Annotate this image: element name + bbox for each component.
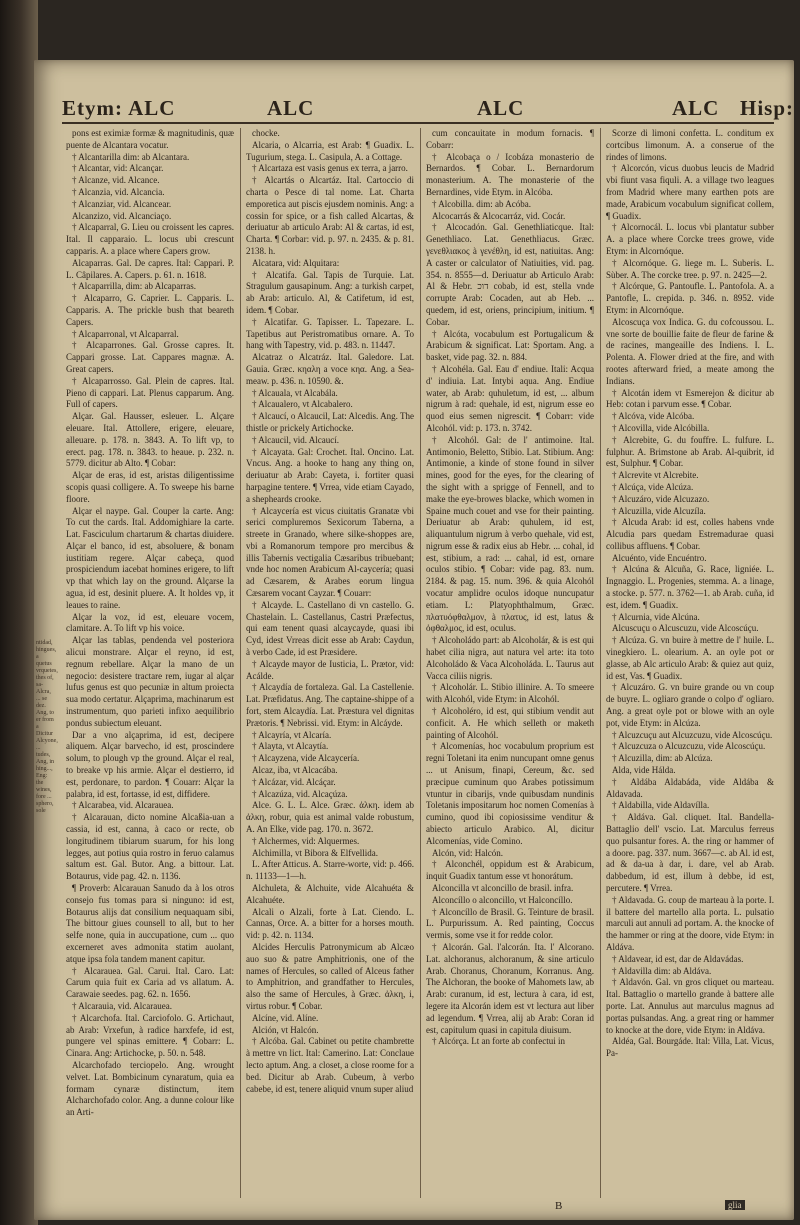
dictionary-entry: † Alcarauia, vid. Alcarauea. (72, 1000, 172, 1011)
dictionary-entry: Alconcíllo o alconcillo, vt Halconcíllo. (432, 894, 573, 905)
dictionary-entry: † Alcurnia, vide Alcúna. (612, 611, 700, 622)
dictionary-entry: † Alcóva, vide Alcóba. (612, 411, 695, 422)
header-rule (62, 122, 774, 124)
dictionary-entry: † Alcóba. Gal. Cabinet ou petite chambrette à mettre vn lict. Ital: Camerino. Lat: Conclaue lecto aptum. Ang. a closet, a close roome for a bed. Dicitur ab Arab. Cubeum, à verbo cabebe, id est, tenere aliquid vnum super aliud (246, 1036, 414, 1094)
dictionary-entry: † Alcobilla. dim: ab Acóba. (432, 198, 531, 209)
dictionary-entry: † Alcaparral, G. Lieu ou croissent les capres. Ital. Il capparaio. L. locus ubi crescunt capparis. A. a place where Capers grow. (66, 222, 234, 256)
text-column-3 (426, 128, 594, 1203)
dictionary-entry: † Alcovilla, vide Alcóbilla. (612, 422, 710, 433)
dictionary-entry: † Alcanziar, vid. Alcancear. (72, 198, 172, 209)
dictionary-entry: † Alcuzáro. G. vn buire grande ou vn coup de buyre. L. ogliaro grande o colpo d' ogliaro. Ang. a great oyle pot or blowe with an oyle pot, vide Etym: in Alcúza. (606, 682, 774, 728)
dictionary-entry: † Alcuzcuçu aut Alcuzcuzu, vide Alcoscúçu. (612, 729, 773, 740)
dictionary-entry: † Alcayzena, vide Alcaycería. (252, 753, 360, 764)
dictionary-entry: † Alcayde. L. Castellano di vn castello. G. Chastelain. L. Castellanus, Castri Præfectus, qui eam tenent quasi alcaycayde, quasi ibi Cyd, idest Vrreas dicit esse ab Arab: Caydun, à verbo Cade, id est Præsidere. (246, 599, 414, 658)
dictionary-entry: † Alcornóque. G. liege m. L. Suberis. L. Sùber. A. The corcke tree. p. 97. n. 2425—2. (606, 257, 774, 280)
header-center-left: ALC (267, 96, 315, 120)
dictionary-entry: Alcali o Alzali, forte à Lat. Ciendo. L. Cannas, Orce. A. a bitter for a horses mouth. vid: p. 42. n. 1134. (246, 906, 414, 941)
dictionary-entry: † Alcatifa. Gal. Tapis de Turquie. Lat. Stragulum gausapinum. Ang: a turkish carpet, ab Arab: articulo. Al, & Catifetum, id est, idem. ¶ Cobar. (246, 269, 414, 315)
column-divider (240, 128, 241, 1198)
dictionary-entry: † Alcórque, G. Pantoufle. L. Pantofola. A. a Pantofle, L. crepida. p. 346. n. 8952. vide Etym: in Alcornóque. (606, 281, 774, 315)
dictionary-entry: † Alcayata. Gal: Crochet. Ital. Oncino. Lat. Vncus. Ang. a hooke to hang any thing on, deriuatur ab Arab: Cayeta, i. fortiter quasi harpagine tentere. ¶ Vrrea, vide etiam Cayado, a shepheards crooke. (246, 446, 414, 504)
dictionary-entry: Alcuénto, vide Encuéntro. (612, 552, 707, 563)
dictionary-entry: Aldéa, Gal. Bourgáde. Ital: Villa, Lat. Vicus, Pa- (606, 1036, 774, 1059)
dictionary-entry: ¶ Proverb: Alcarauan Sanudo da à los otros consejo fus tomas para si ninguno: id est, Botaurus alijs dat consilium nequaquam sibi, The bittour giues counsell to all, but to her selfe none, quia in auccupatione, cum ... quo excerneret aves admonita statim auolant, atque ipsa fola tandem manent capitur. (66, 883, 234, 964)
dictionary-entry: Alcuscuçu o Alcuscuzu, vide Alcoscúçu. (612, 623, 759, 634)
dictionary-entry: † Alcohéla. Gal. Eau d' endiue. Itali: Acqua d' indiuia. Lat. Intybi aqua. Ang. Endiue water, ab Arab: quhuletum, id est, ... album nigrum à rad: quehale, id est, nigrum esse eo quod eius semen nigrescit. ¶ Cobarr: vide Alcohól. vid: p. 173. n. 3742. (426, 363, 594, 433)
header-right-note: Hisp: (740, 96, 795, 120)
dictionary-entry: † Alcoholár. L. Stibio illinire. A. To smeere with Alcohól, vide Etym: in Alcohól. (426, 682, 594, 705)
dictionary-entry: † Alayta, vt Alcaytía. (252, 741, 329, 752)
dictionary-entry: Alchimilla, vt Bibora & Elfvellida. (252, 847, 378, 858)
dictionary-entry: Scorze di limoni confetta. L. conditum ex cortcibus limonum. A. a conserue of the rindes of limons. (606, 128, 774, 162)
dictionary-entry: pons est eximiæ formæ & magnitudinis, quæ puente de Alcantara vocatur. (66, 128, 234, 150)
left-margin-fragments: ntidad, hingues, a quetus vrquetes, thes of, sa-Alcra, ... se dez. Ang, to er from a Dicitur Alcyone, ... tudes, Ang, in hing..., Eng: the wines, fore ... sphero, sole (36, 640, 58, 814)
dictionary-entry: Alçar. Gal. Hausser, esleuer. L. Alçare eleuare. Ital. Attollere, erigere, eleuare, alleuare. p. 178. n. 3843. A. To lift vp, to erect. pag. 178. n. 3843. to heaue. p. 232. n. 5779. dicitur ab Alto. ¶ Cobar: (66, 411, 234, 469)
dictionary-entry: † Alcayde mayor de Iusticia, L. Prætor, vid: Acálde. (246, 658, 414, 681)
dictionary-entry: † Alcarauea. Gal. Carui. Ital. Caro. Lat: Carum quia fuit ex Caria ad vs allatum. A. Carawaie seedes. pag. 62. n. 1656. (66, 965, 234, 1000)
dictionary-entry: † Alcázar, vid. Alcáçar. (252, 776, 336, 787)
dictionary-entry: † Aldavada. G. coup de marteau à la porte. I. il battere del martello alla porta. L. pulsatio marculi aut annuli ad portam. A. the knocke of the hammer or ring at the doore, vide Etym: in Aldáva. (606, 894, 774, 952)
dictionary-entry: Alda, vide Hálda. (612, 765, 676, 776)
dictionary-entry: Alçar la voz, id est, eleuare vocem, clamitare. A. To lift vp his voice. (66, 611, 234, 634)
dictionary-entry: Alcaz, iba, vt Alcacába. (252, 765, 338, 776)
dictionary-entry: † Alcohól. Gal: de l' antimoine. Ital. Antimonio, Beletto, Stibio. Lat. Stibium. Ang: Antimonie, a kinde of stone found in silver mines, good for the eyes, for the clearing of the sight with a sprigge of Fennell, and to make the eye-browes blacke, which women in Spaine much couet and vse for their painting. Deriuatur ab Arab: quhulem, id est, aliquantulum nigrum à verbo quehale, vid est, nigrum esse & radix eius ab Hebr. ... cohal, id est, stibium, a rad: ... cahal, id est, ornare oculos stibio. ¶ Cobar: vide pag. 83. num. 2184. & pag. 15. num. 396. & quia Alcohól vocatur amplidre oculos idoque nuncupatur etiam. L: Platyophthalmum, Græc. πλατυόφθαλμον, à πλατυς, id est, latus & ὀφθαλμος, id est, oculus. (426, 434, 594, 634)
dictionary-entry: † Aldáva. Gal. cliquet. Ital. Bandella-Battaglio dell' vscio. Lat. Marculus ferreus quo pulsantur fores. A. the ring or hammer of a doore. pag. 337. num. 3667—c. ab Al. id est, ad & da-ua à dar, i. dare, vel ab Arab. dabbedum, id est, illum à debbe, id est, percutere. ¶ Vrrea. (606, 812, 774, 893)
dictionary-entry: † Alcomenías, hoc vocabulum proprium est regni Toletani ita enim nuncupant omne genus ... ut Anisum, finapi, Cereum, &c. sed præcipue cuminum quo Arabes potissimum vtuntur in cibarijs, vnde quibusdam nundinis Toletanis impositarum hoc nomen Comenías à cumino, quod ibi copiosissime venditur & abiecto articulo Arabico. Al, dicitur Alcomenías, vide Comino. (426, 741, 594, 846)
dictionary-entry: † Alcarauan, dicto nomine Alcaßia-uan a cassia, id est, canna, à caco or recte, ob longitudinem tibiarum suarum, for his long legges, aut potius quia rostro in feruo calamus saltum est. Gal. Butor. Ang. a bittour. Lat. Botaurus, vide pag. 42. n. 1136. (66, 812, 234, 882)
dictionary-entry: † Alcrevite vt Alcrebite. (612, 470, 699, 481)
dictionary-entry: † Alcúza. G. vn buire à mettre de l' huile. L. vinegkiero. L. olearium. A. an oyle pot or glasse, ab Alc articulo Arab: & quiez aut quiz, id est, Vas. ¶ Guadix. (606, 635, 774, 681)
dictionary-entry: † Alcuzilla, dim: ab Alcúza. (612, 753, 713, 764)
dictionary-entry: Alcocarrás & Alcocarráz, vid. Cocár. (432, 210, 566, 221)
dictionary-entry: Alcides Herculis Patronymicum ab Alcæo auo suo & patre Amphitrionis, one of the names of Hercules, so called of Alceus father to Amphitrion, and grandfather to Hercules, also the same of Hercules, à Græc. ἀλκη, i, virtus robur. ¶ Cobar. (246, 941, 414, 1011)
dictionary-entry: cum concauitate in modum fornacis. ¶ Cobarr: (426, 128, 594, 150)
dictionary-entry: Alcarchofado terciopelo. Ang. wrought velvet. Lat. Bombicinum cynaratum, quia ea formam cynaræ distinctum, item Alcharchofado color. Ang. a dunne colour like an Arti- (66, 1059, 234, 1118)
dictionary-entry: † Alcoholéro, id est, qui stibium vendit aut conficit. A. He which selleth or maketh painting of Alcohól. (426, 706, 594, 740)
dictionary-entry: † Alcaydía de fortaleza. Gal. La Castellenie. Lat. Præfidatus. Ang. The captaine-shippe of a fort, stem Alcaydía. Lat. Præstura vel dignitas Prætoris. ¶ Nebrissi. vid. Etym: in Alcáyde. (246, 682, 414, 728)
dictionary-entry: † Alcorán. Gal. l'alcorán. Ita. l' Alcorano. Lat. alchoranus, alchoranum, & sine articulo Arab. Choranus, Choranum, Korranus. Ang. The Alchoran, the booke of Mahomets law, ab Arab: curanum, id est, lectura à cara, id est, legere ita Alcorán idem est vt lectura aut liber ad legendum. ¶ Vrrea, alij ab Arab: Coran id est, capitulum quasi in capitula diuisum. (426, 941, 594, 1035)
dictionary-entry: † Alcantarilla dim: ab Alcantara. (72, 151, 190, 162)
dictionary-entry: † Alconchél, oppidum est & Arabicum, inquit Guadix tantum esse vt honorátum. (426, 859, 594, 882)
dictionary-entry: † Aldavón. Gal. vn gros cliquet ou marteau. Ital. Battaglio o martello grande à battere alle porte. Lat. Annulus aut marculus magnus ad portas pulsandas. Ang. a great ring or hammer to knocke at the dore, vide Etym: in Aldáva. (606, 977, 774, 1035)
dictionary-entry: † Alcuda Arab: id est, colles habens vnde Alcudia pars quedam Estremadurae quasi collibus affluens. ¶ Cobar. (606, 517, 774, 551)
dictionary-entry: † Alcaucil, vid. Alcaucí. (252, 434, 339, 445)
dictionary-entry: Alçar las tablas, pendenda vel posteriora alicui monstrare. Alçar el reyno, id est, regnum rebellare. Alçar la mano de un negocio: desistere tractare rem, iugar al alçar lufus genus est quo pecuniæ in altum proiecta sua modo certatur. Alçaprima, machinarum est instrumentum, quo parieti infixo aequilibrio pondus subiectum eleuant. (66, 635, 234, 728)
text-column-2 (246, 128, 414, 1203)
dictionary-entry: † Alcanze, vid. Alcance. (72, 175, 160, 186)
dictionary-entry: † Alcórça. Lt an forte ab confectui in (432, 1036, 565, 1047)
dictionary-entry: Alción, vt Halcón. (252, 1024, 319, 1035)
dictionary-entry: † Alconcíllo de Brasil. G. Teinture de brasil. L. Purpurissum. A. Red painting, Coccus vermis, some vse it for redde color. (426, 906, 594, 941)
dictionary-entry: † Alcuzcuza o Alcuzcuzu, vide Alcoscúçu. (612, 741, 766, 752)
dictionary-entry: † Alcanzia, vid. Alcancia. (72, 186, 165, 197)
dictionary-entry: † Alcaycería est vicus ciuitatis Granatæ vbi serici compluremos Sexicorum Taberna, a streete in Granado, where silke-shoppes are, vbi a Romanorum tempore pro mercibus & illis Tabernis vectigalia Cæsaribus tribuebant; vnde hoc nomen Arabicum Al-caycería; quasi ad Cæsarem, & Arabes eorum lingua Cæsarem vocant Cayzar. ¶ Couarr: (246, 505, 414, 599)
dictionary-entry: † Alcorcón, vicus duobus leucis de Madrid vbi fiunt vasa fiquli. A. a village two leagues from Madrid where many earthen pots are made, Arabicum vocabulum significat collem, ¶ Guadix. (606, 163, 774, 221)
dictionary-entry: † Alcoholádo part: ab Alcoholár, & is est qui habet cilia nigra, aut natura vel arte: ita toto Alcoholádo & Vaca Alcoholáda. L. Taurus aut Vacca ciliis nigris. (426, 635, 594, 681)
dictionary-entry: † Alcrebite, G. du fouffre. L. fulfure. L. fulphur. A. Brimstone ab Arab. Al-quibrit, id est, Sulphur. ¶ Cobar. (606, 434, 774, 469)
dictionary-entry: † Alcóta, vocabulum est Portugalicum & Arabicum & significat. Lat: Sportam. Ang. a basket, vide pag. 32. n. 884. (426, 328, 594, 363)
dictionary-entry: † Alcaualero, vt Alcabalero. (252, 399, 353, 410)
dictionary-entry: Alcatara, vid: Alquitara: (252, 257, 340, 268)
dictionary-entry: † Alcuzilla, vide Alcuzíla. (612, 505, 706, 516)
dictionary-entry: † Alcaparronal, vt Alcaparral. (72, 328, 179, 339)
dictionary-entry: † Alcaparrones. Gal. Grosse capres. It. Cappari grosse. Lat. Cappares magnæ. A. Great capers. (66, 340, 234, 374)
dictionary-entry: Alcoscuça vox Indica. G. du cofcoussou. L. vne sorte de bouillie faite de fleur de farine & de racines, mangeaille des Indiens. I. L. Polenta. A. Flower dried at the fire, and with rootes afterward fried, a meate among the Indians. (606, 316, 774, 386)
signature-mark: B (555, 1200, 563, 1212)
dictionary-entry: † Alcaucí, o Alcaucil, Lat: Alcedis. Ang. The thistle or prickely Artichocke. (246, 411, 414, 433)
dictionary-entry: Alchuleta, & Alchuite, vide Alcahuéta & Alcahuéte. (246, 883, 414, 905)
column-divider (420, 128, 421, 1198)
dictionary-entry: † Alchermes, vid: Alquermes. (252, 835, 360, 846)
dictionary-entry: † Alcaparrosso. Gal. Plein de capres. Ital. Pieno di cappari. Lat. Plenus capparum. Ang. Full of capers. (66, 375, 234, 410)
dictionary-entry: † Alcauala, vt Alcabála. (252, 387, 338, 398)
dictionary-entry: † Alcotán idem vt Esmerejon & dicitur ab Heb: cotan i parvum esse. ¶ Cobar. (606, 387, 774, 410)
running-header (62, 96, 795, 122)
dictionary-entry: † Alcocadón. Gal. Genethliaticque. Ital: Genethliaco. Lat. Genethliacus. Græc. γενεθλιακος à γενέθλη, id est, natiuitas. Ang: A caster or calculator of Natiuities, vid. pag. 354. n. 8555—d. Deriuatur ab Articulo Arab: Al & Hebr. דוכ cobab, id est, stella vnde corrupte Arab: Cocaden, aut ab Heb. ... quedem, id est, oriens, principium, initium. ¶ Cobar. (426, 222, 594, 327)
dictionary-entry: † Alcaparrilla, dim: ab Alcaparras. (72, 281, 196, 292)
header-center-right: ALC (477, 96, 525, 120)
dictionary-entry: † Alcatifar. G. Tapisser. L. Tapezare. L. Tapetibus aut Peristromatibus ornare. A. To hang with Tapestry, vid. p. 483. n. 11447. (246, 316, 414, 351)
dictionary-entry: Alce. G. L. L. Alce. Græc. ἀλκη. idem ab ἀλκη, robur, quia est animal valde robustum, A. An Elke, vide pag. 170. n. 3672. (246, 800, 414, 835)
dictionary-entry: Alcón, vid: Halcón. (432, 847, 503, 858)
dictionary-entry: † Aldavear, id est, dar de Aldavádas. (612, 953, 744, 964)
dictionary-entry: † Alcuzáro, vide Alcuzazo. (612, 493, 710, 504)
dictionary-entry: Alcaparras. Gal. De capres. Ital: Cappari. P. L. Câpilares. A. Capers. p. 61. n. 1618. (66, 257, 234, 280)
dictionary-entry: † Alcornocál. L. locus vbi plantatur subber A. a place where Corcke trees growe, vide Etym: in Alcornóque. (606, 222, 774, 256)
catchword: glia (725, 1200, 745, 1210)
dictionary-entry: Dar a vno alçaprima, id est, decipere aliquem. Alçar barvecho, id est, proscindere solum, to plough vp the ground. Alçar el real, to breake vp his armie. Alçar el destierro, id est, perdonare, to pardon. ¶ Couarr: Alçar la palabra, id est, fortasse, id est, diffidere. (66, 729, 234, 799)
dictionary-entry: chocke. (252, 128, 280, 138)
dictionary-entry: † Alcayría, vt Alcaría. (252, 729, 332, 740)
column-divider (600, 128, 601, 1198)
dictionary-entry: Alcíne, vid. Alíne. (252, 1012, 319, 1023)
dictionary-entry: L. After Atticus. A. Starre-worte, vid: p. 466. n. 11133—1—h. (246, 859, 414, 882)
dictionary-entry: † Alcartaza est vasis genus ex terra, a jarro. (252, 163, 408, 174)
dictionary-entry: † Alcartás o Alcartáz. Ital. Cartoccio di charta o Pesce di tal nome. Lat. Charta emporetica aut piscis ejusdem nominis. Ang: a cossin for spice, or a fish called Alcartas, & deriuatur ab articulo Arab: Al & cartas, id est, Charta. ¶ Corbar: vid. p. 97. n. 2435. & p. 81. 2138. h. (246, 175, 414, 256)
dictionary-entry: † Alcarchofa. Ital. Carciofolo. G. Artichaut, ab Arab: Vrxefun, à radice harxfefe, id est, pungere vel spinas emittere. ¶ Cobarr: L. Cinara. Ang: Artichocke, p. 50. n. 548. (66, 1012, 234, 1059)
dictionary-entry: Alçar de eras, id est, aristas diligentissime scopis quasi colligere. A. To sweepe his barne floore. (66, 470, 234, 504)
dictionary-entry: † Alcazúza, vid. Alcaçúza. (252, 788, 348, 799)
dictionary-entry: † Alcúça, vide Alcúza. (612, 481, 694, 492)
dictionary-entry: Alçar el naype. Gal. Couper la carte. Ang: To cut the cards. Ital. Addomighiare la carte. Lat. Fasciculum chartarum & chartas diuidere. Alçar el banco, id est, absoluere, & bonam iustitiam regere. Alçar cabeça, quod prospiciendum iacebat homines erigere, to lift vp that which lay on the ground. Alçarse la agua, id est, desinit pluere. A. It holdes vp, it leaues to raine. (66, 505, 234, 610)
dictionary-entry: † Aldavilla dim: ab Aldáva. (612, 965, 712, 976)
text-column-4 (606, 128, 774, 1203)
dictionary-entry: † Aldabilla, vide Aldavílla. (612, 800, 710, 811)
text-column-1 (66, 128, 234, 1203)
dictionary-entry: Alconcilla vt alconcillo de brasil. infra. (432, 883, 574, 893)
dictionary-entry: † Alcaparro, G. Caprier. L. Capparis. L. Capparis. A. The prickle bush that beareth Capers. (66, 293, 234, 327)
dictionary-entry: Alcanzizo, vid. Alcanciaço. (72, 210, 172, 221)
header-right: ALC (672, 96, 720, 120)
dictionary-entry: † Alcúna & Alcuña, G. Race, ligniée. L. Ingnaggio. L. Progenies, stemma. A. a linage, a stocke. p. 577. n. 3762—1. ab Arab. cuña, id est, idem. ¶ Guadix. (606, 564, 774, 610)
header-left: Etym: ALC (62, 96, 176, 120)
dictionary-entry: † Aldába Aldabáda, vide Aldába & Aldavada. (606, 776, 774, 799)
dictionary-entry: † Alcobaça o / Icobáza monasterio de Bernardos. ¶ Cobar. L. Bernardorum monasterium. A. The monasterie of the Bernardines, vide Etym. in Alcóba. (426, 151, 594, 197)
dictionary-entry: Alcatraz o Alcatráz. Ital. Galedore. Lat. Gauia. Græc. κηαλη a voce κηα. Ang. a Sea-meaw. p. 436. n. 10590. &. (246, 352, 414, 386)
dictionary-entry: Alcaria, o Alcarria, est Arab: ¶ Guadix. L. Tugurium, stega. L. Casipula, A. a Cottage. (246, 139, 414, 162)
dictionary-entry: † Alcantar, vid: Alcançar. (72, 163, 164, 174)
dictionary-entry: † Alcarabea, vid. Alcarauea. (72, 800, 174, 811)
book-spine (0, 0, 38, 1225)
